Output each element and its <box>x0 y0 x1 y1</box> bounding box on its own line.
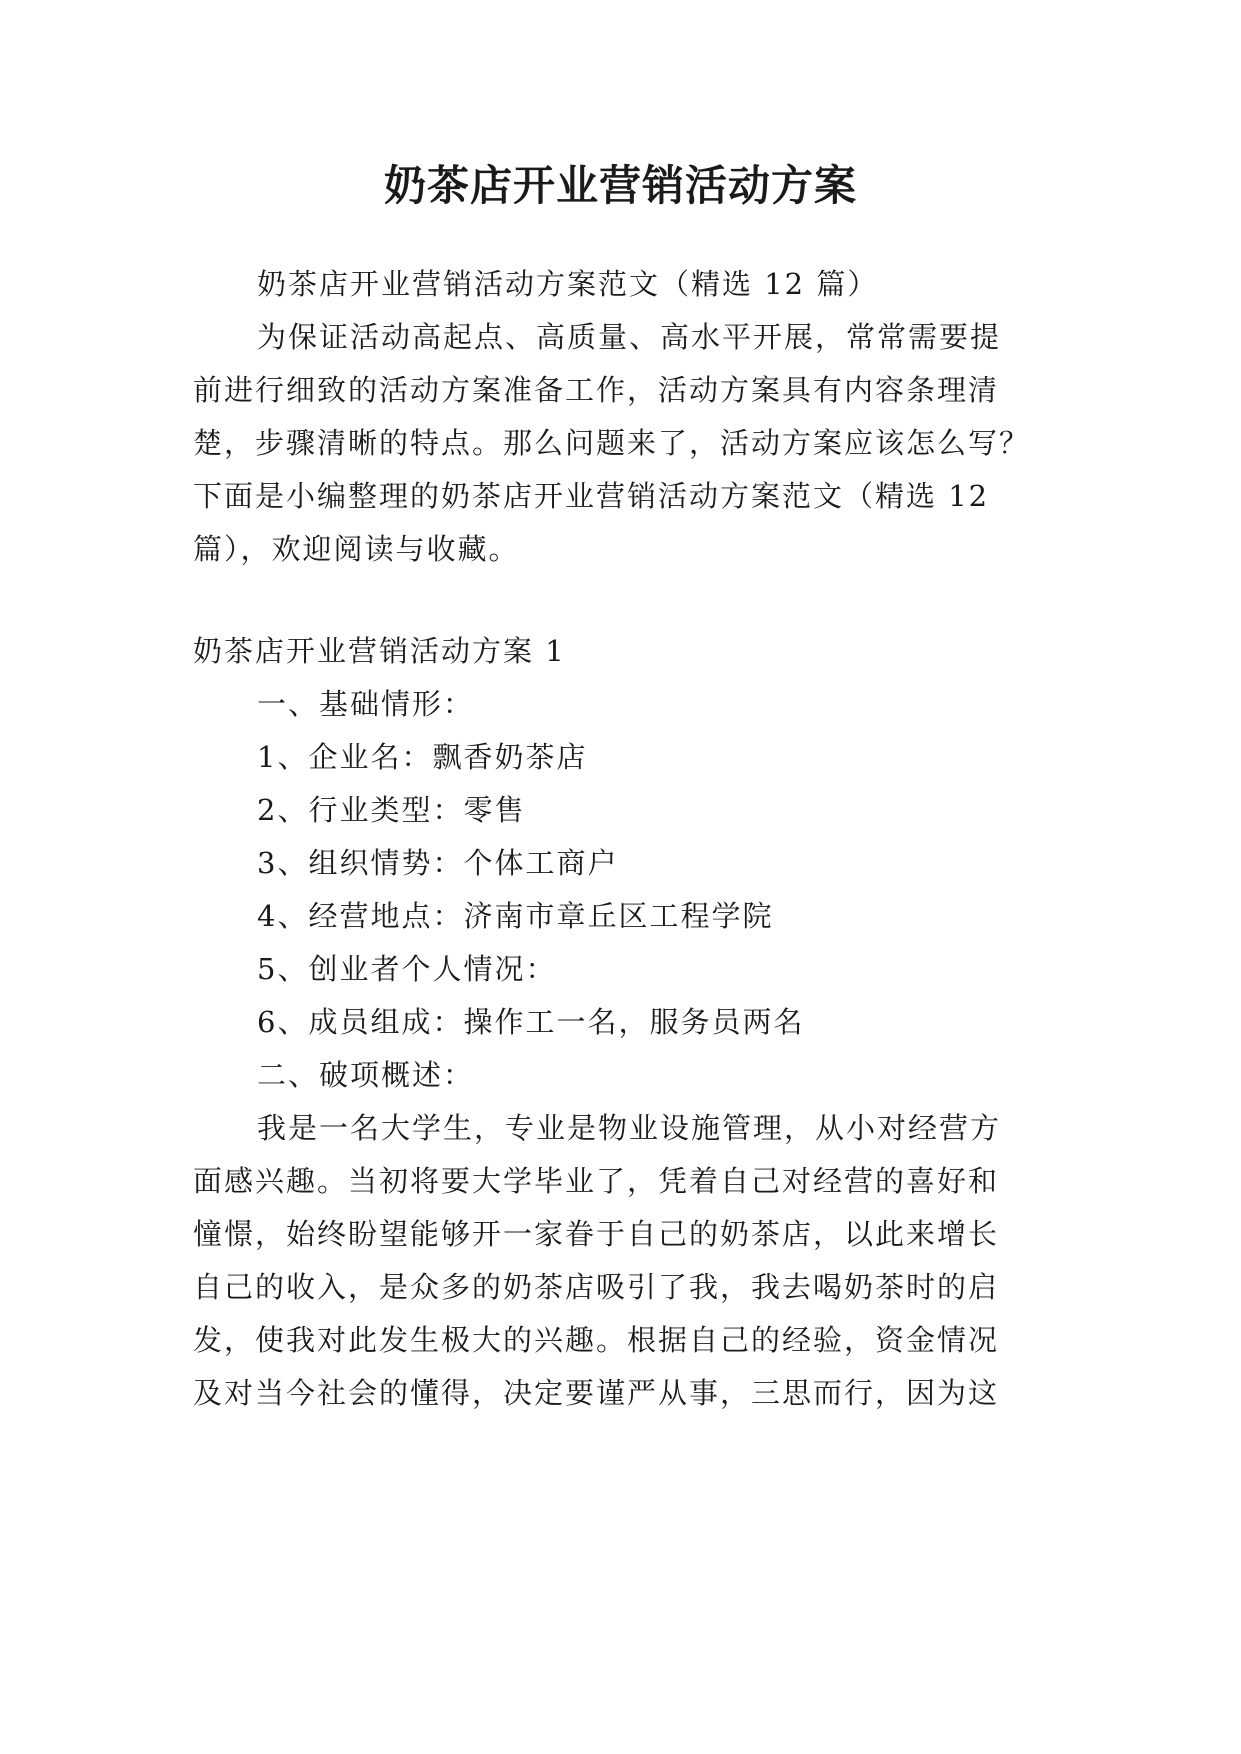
section-heading: 奶茶店开业营销活动方案 1 <box>193 634 566 668</box>
overview-line-1: 我是一名大学生，专业是物业设施管理，从小对经营方 <box>257 1111 1002 1145</box>
overview-line-3: 憧憬，始终盼望能够开一家眷于自己的奶茶店，以此来增长 <box>193 1217 1000 1251</box>
basic-item: 4、经营地点：济南市章丘区工程学院 <box>257 899 774 933</box>
overview-line-5: 发，使我对此发生极大的兴趣。根据自己的经验，资金情况 <box>193 1323 1000 1357</box>
intro-line-5: 篇），欢迎阅读与收藏。 <box>193 532 520 566</box>
document-subtitle: 奶茶店开业营销活动方案范文（精选 12 篇） <box>257 267 879 301</box>
basic-item: 6、成员组成：操作工一名，服务员两名 <box>257 1005 805 1039</box>
intro-line-3: 楚，步骤清晰的特点。那么问题来了，活动方案应该怎么写？ <box>193 426 1031 460</box>
overview-line-2: 面感兴趣。当初将要大学毕业了，凭着自己对经营的喜好和 <box>193 1164 1000 1198</box>
basic-item: 2、行业类型：零售 <box>257 793 526 827</box>
basic-heading: 一、基础情形： <box>257 687 475 721</box>
overview-line-4: 自己的收入，是众多的奶茶店吸引了我，我去喝奶茶时的启 <box>193 1270 1000 1304</box>
document-title: 奶茶店开业营销活动方案 <box>383 161 857 210</box>
intro-line-1: 为保证活动高起点、高质量、高水平开展，常常需要提 <box>257 320 1002 354</box>
basic-item: 3、组织情势：个体工商户 <box>257 846 619 880</box>
intro-line-4: 下面是小编整理的奶茶店开业营销活动方案范文（精选 12 <box>193 479 990 513</box>
basic-item: 5、创业者个人情况： <box>257 952 557 986</box>
intro-line-2: 前进行细致的活动方案准备工作，活动方案具有内容条理清 <box>193 373 1000 407</box>
overview-line-6: 及对当今社会的懂得，决定要谨严从事，三思而行，因为这 <box>193 1376 1000 1410</box>
overview-heading: 二、破项概述： <box>257 1058 475 1092</box>
basic-item: 1、企业名：飘香奶茶店 <box>257 740 588 774</box>
